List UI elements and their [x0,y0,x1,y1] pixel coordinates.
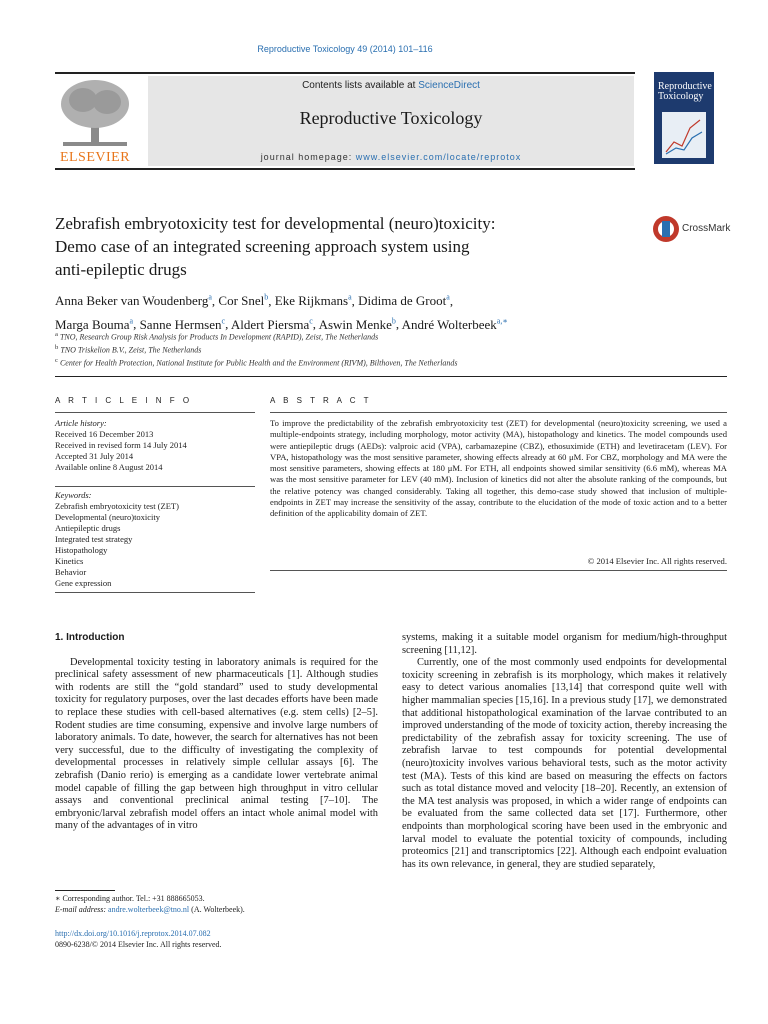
cover-graph-image [662,112,706,158]
affiliation: $^c$ Center for Health Protection, National Institute for Public Health and the Environment (RIVM), Bilthoven, The Netherlands [55,357,458,368]
keyword: Behavior [55,567,87,577]
affiliations [55,330,675,369]
sciencedirect-link[interactable]: ScienceDirect [418,80,480,91]
body-paragraph: systems, making it a suitable model organism for medium/high-throughput screening [11,12]. [402,632,727,656]
body-left-column [55,632,378,833]
author[interactable]: Marga Bouma$^a$ [55,316,134,332]
author[interactable]: Cor Snel$^b$ [218,293,269,309]
doi-block [55,928,385,950]
author[interactable]: Eke Rijkmans$^a$ [274,293,352,309]
abstract-text: To improve the predictability of the zebrafish embryotoxicity test (ZET) for developmental (neuro)toxicity screening, we used a multiple-endpoints strategy, including morphology, motor activity (MA), histopathology and kinetics. The model compounds used were antiepileptic drugs (AEDs): valproic acid (VPA), carbamazepine (CBZ), ethosuximide (ETH) and levetiracetam (LEV). For VPA, histopathology was the most sensitive parameter, showing effects already at 60 μM. For CBZ, morphology and MA were the most sensitive parameters, showing effects at 180 μM. For ETH, all endpoints showed similar sensitivity (6.6 mM), whereas MA was the most sensitive parameter for LEV (40 mM). Inclusion of kinetics did not alter the absolute ranking of the compounds, but the relative potency was changed considerably. Taking all together, this demo-case study showed that inclusion of multiple-endpoints in ZET may increase the sensitivity of the assay, contribute to the elucidation of the mode of toxic action and to a better definition of the applicability domain of ZET. [270,418,727,519]
issn-line: 0890-6238/© 2014 Elsevier Inc. All rights reserved. [55,940,222,949]
section-rule [55,376,727,377]
email-line [55,904,385,915]
author[interactable]: Aldert Piersma$^c$ [230,316,313,332]
abstract-rule [270,570,727,571]
author[interactable]: Didima de Groot$^a$ [358,293,450,309]
cover-title: Reproductive Toxicology [658,81,712,102]
keyword: Integrated test strategy [55,534,133,544]
section-heading: 1. Introduction [55,632,125,643]
author[interactable]: Aswin Menke$^b$ [318,316,396,332]
header-top-rule [55,72,635,74]
doi-link[interactable]: http://dx.doi.org/10.1016/j.reprotox.2014.07.082 [55,929,211,938]
keyword: Gene expression [55,578,112,588]
affiliation: $^a$ TNO, Research Group Risk Analysis for Products In Development (RAPID), Zeist, The Netherlands [55,331,379,342]
homepage-link[interactable]: www.elsevier.com/locate/reprotox [355,152,522,162]
history-item: Received 16 December 2013 [55,429,154,439]
title-line: Zebrafish embryotoxicity test for developmental (neuro)toxicity: [55,214,496,233]
body-paragraph: Currently, one of the most commonly used endpoints for developmental toxicity screening in zebrafish is its morphology, which makes it relatively easy to detect various anomalies [13,14] that correspond quite well with higher mammalian species [15,16]. In a previous study [17], we demonstrated that additional histopathological examination of the larvae contributed to an improved understanding of the mode of toxicity action, thereby increasing the predictability of the zebrafish assay for toxicity screening. The use of zebrafish larvae to test compounds for potential developmental (neuro)toxicity involves various behavioral tests, such as the motor activity test (MA). Tests of this kind are based on measuring the effects on factors such as total distance moved and velocity [18–20]. Recently, an extension of the MA test analysis was proposed, in which a wider range of endpoints can be evaluated from the same collected data set [17]. Furthermore, other endpoints than morphological scoring have been used in the embryonic and larval model to evaluate the potential toxicity of compounds, including proteomics [21] and transcriptomics [22]. Although each endpoint evaluation has its own relevance, in general, they are studied separately, [402,657,727,870]
corresponding-footnote [55,893,385,915]
crossmark-badge[interactable] [652,214,732,244]
history-label: Article history: [55,418,107,428]
journal-cover-thumbnail[interactable] [654,72,714,164]
author-list: Anna Beker van Woudenberg$^a$, Cor Snel$^b$, Eke Rijkmans$^a$, Didima de Groot$^a$, Marga Bouma$^a$, Sanne Hermsen$^c$, Aldert Piersma$^c$, Aswin Menke$^b$, André Wolterbeek$^{a,∗}$ [55,293,508,332]
history-item: Accepted 31 July 2014 [55,451,134,461]
homepage-prefix: journal homepage: [260,152,356,162]
article-info-rule [55,412,255,413]
keywords-label: Keywords: [55,490,92,500]
history-item: Received in revised form 14 July 2014 [55,440,187,450]
keyword: Zebrafish embryotoxicity test (ZET) [55,501,179,511]
contents-prefix: Contents lists available at [302,80,419,91]
journal-title: Reproductive Toxicology [299,108,483,128]
email-link[interactable]: andre.wolterbeek@tno.nl [108,905,190,914]
keywords [55,490,255,589]
article-title [55,212,635,281]
history-item: Available online 8 August 2014 [55,462,163,472]
corresponding-author: ∗ Corresponding author. Tel.: +31 888665053. [55,894,205,903]
article-history [55,418,255,473]
body-right-column [402,632,727,871]
abstract-rule [270,412,727,413]
journal-homepage [148,152,634,162]
header-bottom-rule [55,168,635,170]
keyword: Antiepileptic drugs [55,523,121,533]
abstract-heading: A B S T R A C T [270,396,372,405]
author[interactable]: André Wolterbeek$^{a,∗}$ [401,316,508,332]
footnote-rule [55,890,115,891]
crossmark-icon [652,214,680,244]
article-info-rule [55,592,255,593]
elsevier-wordmark: ELSEVIER [59,150,131,165]
author[interactable]: Sanne Hermsen$^c$ [139,316,226,332]
contents-line [148,80,634,91]
title-line: Demo case of an integrated screening approach system using [55,237,470,256]
title-line: anti-epileptic drugs [55,260,187,279]
affiliation: $^b$ TNO Triskelion B.V., Zeist, The Netherlands [55,344,202,355]
keyword: Kinetics [55,556,84,566]
email-suffix: (A. Wolterbeek). [189,905,245,914]
email-label: E-mail address: [55,905,109,914]
body-paragraph: Developmental toxicity testing in laboratory animals is required for the preclinical safety assessment of new pharmaceuticals [1]. Although studies with rodents are still the “gold standard” used to study developmental toxicity for regulatory purposes, over the last decades efforts have been made to replace these studies with cell-based alternatives (e.g. stem cells) [2–5]. Rodent studies are time consuming, expensive and involve large numbers of laboratory animals. To date, however, the search for alternatives has not been very successful, due to the difficulty of investigating the complexity of developmental processes in relatively simple cellular assays [6]. The zebrafish (Danio rerio) is emerging as a candidate lower vertebrate animal model capable of filling the gap between high throughput in vitro cellular assays and conventional preclinical animal testing [7–10]. The embryonic/larval zebrafish model offers an intact whole animal model with many of the advantages of in vitro [55,656,378,832]
article-info-rule [55,486,255,487]
article-info-heading: A R T I C L E I N F O [55,396,193,405]
keyword: Histopathology [55,545,108,555]
journal-citation[interactable]: Reproductive Toxicology 49 (2014) 101–116 [257,44,433,54]
keyword: Developmental (neuro)toxicity [55,512,161,522]
author[interactable]: Anna Beker van Woudenberg$^a$ [55,293,212,309]
crossmark-label: CrossMark [682,223,731,234]
abstract-copyright: © 2014 Elsevier Inc. All rights reserved. [587,556,727,566]
